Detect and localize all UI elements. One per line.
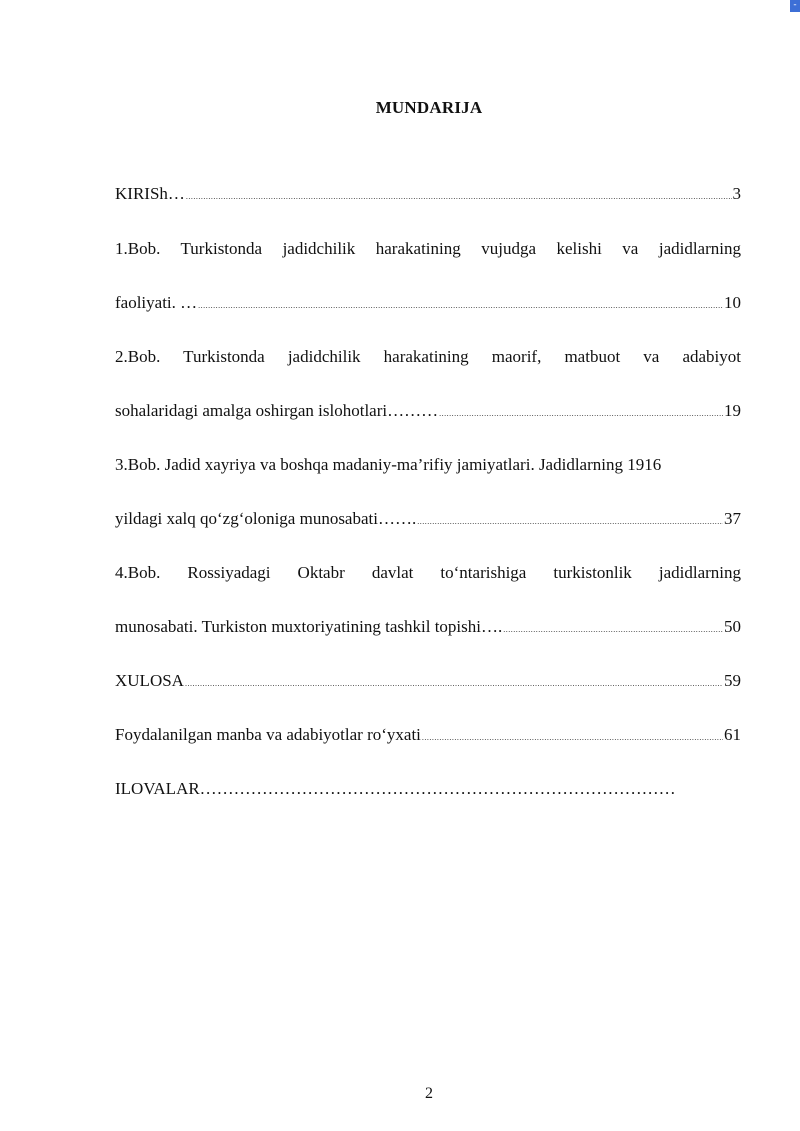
toc-page-number: 10 [724,293,741,312]
toc-entry-text: faoliyati. … [115,293,198,312]
toc-entry-ilovalar: ILOVALAR………………………………………………………………………… [115,779,676,798]
toc-page-number: 37 [724,509,741,528]
toc-entry-bob3-line1: 3.Bob. Jadid xayriya va boshqa madaniy-ma’rifiy jamiyatlari. Jadidlarning 1916 [115,455,662,474]
toc-page-number: 19 [724,401,741,420]
page-title: MUNDARIJA [375,98,483,117]
toc-entry-bob3-line2 [115,507,741,531]
leader-dots [439,402,723,426]
toc-entry-bob1-line2 [115,291,741,315]
toc-entry-bob4-line1: 4.Bob. Rossiyadagi Oktabr davlat to‘ntarishiga turkistonlik jadidlarning [115,563,741,582]
toc-page-number: 59 [724,671,741,690]
toc-page-number: 50 [724,617,741,636]
toc-entry-text: sohalaridagi amalga oshirgan islohotlari……… [115,401,439,420]
toc-entry-bob2-line1: 2.Bob. Turkistonda jadidchilik harakatining maorif, matbuot va adabiyot [115,347,741,366]
toc-entry-text: KIRISh… [115,184,185,203]
toc-entry-foydalanilgan [115,723,741,747]
leader-dots [186,185,732,209]
leader-dots [198,294,723,318]
leader-dots [417,510,723,534]
corner-marker-icon[interactable]: - [790,0,800,12]
leader-dots [503,618,723,642]
toc-entry-text: XULOSA [115,671,184,690]
toc-page-number: 61 [724,725,741,744]
toc-entry-bob2-line2 [115,399,741,423]
toc-entry-bob4-line2 [115,615,741,639]
toc-entry-text: Foydalanilgan manba va adabiyotlar ro‘yxati [115,725,421,744]
leader-dots [422,726,723,750]
leader-dots [185,672,723,696]
page-number: 2 [425,1085,433,1102]
toc-entry-bob1-line1: 1.Bob. Turkistonda jadidchilik harakatining vujudga kelishi va jadidlarning [115,239,741,258]
toc-entry-text: yildagi xalq qo‘zg‘oloniga munosabati……. [115,509,417,528]
toc-entry-xulosa [115,669,741,693]
toc-entry-kirish [115,182,741,206]
toc-page-number: 3 [732,184,741,203]
toc-entry-text: munosabati. Turkiston muxtoriyatining tashkil topishi…. [115,617,503,636]
